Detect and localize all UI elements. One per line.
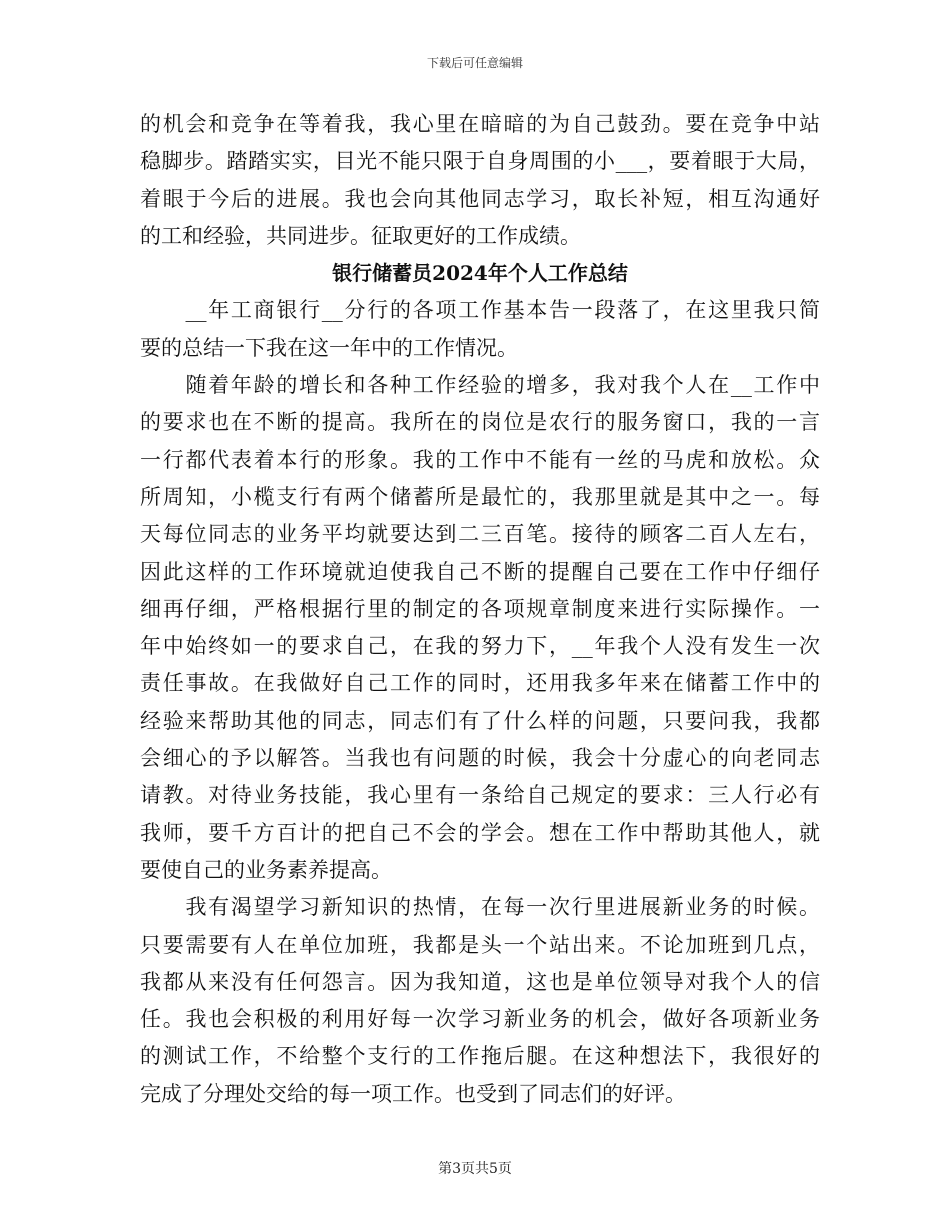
text-line: 完成了分理处交给的每一项工作。也受到了同志们的好评。 — [140, 1081, 686, 1106]
text-line: 经验来帮助其他的同志，同志们有了什么样的问题，只要问我，我都 — [140, 708, 820, 733]
paragraph-1 — [140, 292, 820, 367]
paragraph-2 — [140, 367, 820, 889]
text-line: 要的总结一下我在这一年中的工作情况。 — [140, 335, 518, 360]
text-line: 所周知，小榄支行有两个储蓄所是最忙的，我那里就是其中之一。每 — [140, 484, 820, 509]
text-line: 年中始终如一的要求自己，在我的努力下，__年我个人没有发生一次 — [140, 634, 820, 659]
text-line: 任。我也会积极的利用好每一次学习新业务的机会，做好各项新业务 — [140, 1007, 820, 1032]
text-line: 稳脚步。踏踏实实，目光不能只限于自身周围的小___，要着眼于大局， — [140, 149, 820, 174]
page-footer: 第3页共5页 — [438, 1161, 512, 1177]
paragraph-3 — [140, 889, 820, 1113]
text-line: 我都从来没有任何怨言。因为我知道，这也是单位领导对我个人的信 — [140, 969, 820, 994]
page-header: 下载后可任意编辑 — [426, 56, 523, 70]
text-line: 我有渴望学习新知识的热情，在每一次行里进展新业务的时候。 — [140, 895, 820, 920]
text-line: 的工和经验，共同进步。征取更好的工作成绩。 — [140, 223, 581, 248]
text-line: 会细心的予以解答。当我也有问题的时候，我会十分虚心的向老同志 — [140, 746, 820, 771]
text-line: 只要需要有人在单位加班，我都是头一个站出来。不论加班到几点， — [140, 932, 820, 957]
section-title: 银行储蓄员2024年个人工作总结 — [332, 261, 628, 286]
text-line: 随着年龄的增长和各种工作经验的增多，我对我个人在__工作中 — [140, 373, 820, 398]
document-body — [140, 106, 820, 1113]
text-line: 着眼于今后的进展。我也会向其他同志学习，取长补短，相互沟通好 — [140, 186, 820, 211]
text-line: 的测试工作，不给整个支行的工作拖后腿。在这种想法下，我很好的 — [140, 1044, 820, 1069]
text-line: 细再仔细，严格根据行里的制定的各项规章制度来进行实际操作。一 — [140, 596, 820, 621]
text-line: 要使自己的业务素养提高。 — [140, 857, 392, 882]
text-line: 天每位同志的业务平均就要达到二三百笔。接待的顾客二百人左右， — [140, 522, 820, 547]
text-line: 因此这样的工作环境就迫使我自己不断的提醒自己要在工作中仔细仔 — [140, 559, 820, 584]
text-line: 的要求也在不断的提高。我所在的岗位是农行的服务窗口，我的一言 — [140, 410, 820, 435]
text-line: 责任事故。在我做好自己工作的同时，还用我多年来在储蓄工作中的 — [140, 671, 820, 696]
text-line: __年工商银行__分行的各项工作基本告一段落了，在这里我只简 — [140, 298, 820, 323]
intro-paragraph — [140, 106, 820, 255]
text-line: 一行都代表着本行的形象。我的工作中不能有一丝的马虎和放松。众 — [140, 447, 820, 472]
text-line: 我师，要千方百计的把自己不会的学会。想在工作中帮助其他人，就 — [140, 820, 820, 845]
text-line: 请教。对待业务技能，我心里有一条给自己规定的要求：三人行必有 — [140, 783, 820, 808]
text-line: 的机会和竞争在等着我，我心里在暗暗的为自己鼓劲。要在竞争中站 — [140, 112, 820, 136]
